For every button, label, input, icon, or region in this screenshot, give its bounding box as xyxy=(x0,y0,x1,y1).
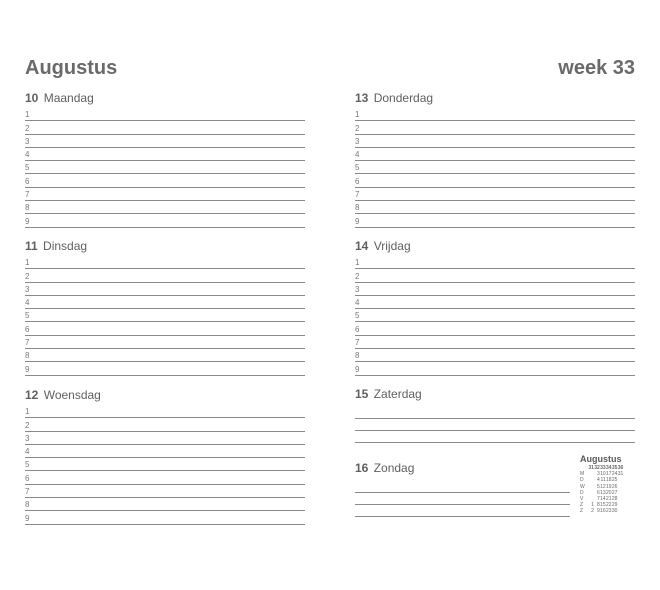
date-cell: 20 xyxy=(606,489,612,496)
day-name: Zaterdag xyxy=(373,387,422,401)
week-number: 34 xyxy=(606,465,612,471)
hour-number: 5 xyxy=(25,460,30,470)
note-line xyxy=(355,481,570,493)
hour-number: 6 xyxy=(355,324,360,334)
hour-slot xyxy=(355,309,635,322)
hour-number: 1 xyxy=(25,258,30,268)
hour-number: 2 xyxy=(355,123,360,133)
hour-number: 1 xyxy=(25,407,30,417)
hour-slot xyxy=(355,121,635,134)
date-cell: 2 xyxy=(591,508,594,515)
note-line xyxy=(355,431,635,443)
hour-number: 8 xyxy=(25,351,30,361)
day-number: 14 xyxy=(355,239,369,253)
date-cell: 21 xyxy=(606,495,612,502)
date-cell: 1 xyxy=(591,502,594,509)
hour-slot xyxy=(355,174,635,187)
day-block-monday xyxy=(25,91,305,228)
date-cell: 10 xyxy=(600,471,606,478)
weekday-letter: Z xyxy=(580,502,584,509)
hour-slots xyxy=(25,108,305,228)
hour-number: 5 xyxy=(355,163,360,173)
hour-slot xyxy=(25,362,305,375)
note-line xyxy=(355,505,570,517)
day-block-tuesday xyxy=(25,239,305,376)
hour-number: 7 xyxy=(25,338,30,348)
hour-slot xyxy=(25,405,305,418)
hour-number: 4 xyxy=(25,447,30,457)
date-cell: 9 xyxy=(597,508,600,515)
hour-slot xyxy=(25,418,305,431)
hour-slot xyxy=(25,309,305,322)
hour-slot xyxy=(355,349,635,362)
mini-calendar-title: Augustus xyxy=(580,454,622,464)
hour-slot xyxy=(25,485,305,498)
note-line xyxy=(355,407,635,419)
day-name: Vrijdag xyxy=(373,239,411,253)
hour-slots xyxy=(25,405,305,525)
weekday-letter: Z xyxy=(580,508,584,515)
weekday-letter: D xyxy=(580,477,584,484)
day-name: Donderdag xyxy=(373,91,434,105)
date-cell: 25 xyxy=(611,477,618,484)
hour-number: 7 xyxy=(355,338,360,348)
date-cell: 27 xyxy=(611,489,618,496)
day-number: 13 xyxy=(355,91,369,105)
week-label: week 33 xyxy=(558,57,635,79)
date-cell: 16 xyxy=(600,508,606,515)
hour-slot xyxy=(355,336,635,349)
hour-slot xyxy=(355,201,635,214)
day-block-saturday xyxy=(355,387,635,443)
hour-number: 8 xyxy=(355,203,360,213)
hour-number: 3 xyxy=(355,136,360,146)
hour-number: 9 xyxy=(355,364,360,374)
week-number: 33 xyxy=(600,465,606,471)
date-cell: 4 xyxy=(597,477,600,484)
hour-number: 3 xyxy=(25,136,30,146)
date-cell: 11 xyxy=(600,477,606,484)
hour-number: 7 xyxy=(25,487,30,497)
hour-number: 5 xyxy=(25,163,30,173)
date-cell: 3 xyxy=(597,471,600,478)
hour-slot xyxy=(355,322,635,335)
date-cell: 5 xyxy=(597,483,600,490)
hour-slot xyxy=(25,458,305,471)
day-block-sunday xyxy=(355,461,570,517)
day-heading xyxy=(25,388,305,402)
date-cell: 29 xyxy=(611,502,618,509)
hour-slot xyxy=(355,362,635,375)
hour-number: 8 xyxy=(25,203,30,213)
hour-number: 6 xyxy=(25,324,30,334)
hour-number: 4 xyxy=(355,298,360,308)
hour-number: 9 xyxy=(25,364,30,374)
hour-slot xyxy=(355,269,635,282)
week-number: 32 xyxy=(594,465,600,471)
hour-number: 9 xyxy=(25,216,30,226)
hour-number: 6 xyxy=(25,473,30,483)
hour-slot xyxy=(355,148,635,161)
day-heading xyxy=(355,91,635,105)
date-cell: 31 xyxy=(617,471,624,478)
hour-slots xyxy=(25,256,305,376)
date-cell: 28 xyxy=(611,495,618,502)
date-cell: 26 xyxy=(611,483,618,490)
hour-number: 4 xyxy=(25,150,30,160)
date-cell: 18 xyxy=(606,477,612,484)
hour-slot xyxy=(355,161,635,174)
hour-number: 5 xyxy=(355,311,360,321)
day-number: 15 xyxy=(355,387,369,401)
day-block-thursday xyxy=(355,91,635,228)
day-heading xyxy=(355,239,635,253)
date-cell: 14 xyxy=(600,495,606,502)
weekday-letter: W xyxy=(580,483,585,490)
date-cell: 15 xyxy=(600,502,606,509)
week-number: 35 xyxy=(611,465,618,471)
mini-calendar-days xyxy=(580,471,640,514)
hour-number: 5 xyxy=(25,311,30,321)
hour-slot xyxy=(355,256,635,269)
hour-slot xyxy=(25,296,305,309)
hour-slot xyxy=(25,471,305,484)
day-heading xyxy=(355,461,570,475)
hour-slot xyxy=(25,511,305,524)
hour-slots xyxy=(355,108,635,228)
note-lines xyxy=(355,481,570,517)
date-cell: 19 xyxy=(606,483,612,490)
date-cell: 7 xyxy=(597,495,600,502)
date-cell: 30 xyxy=(611,508,618,515)
date-cell: 17 xyxy=(606,471,612,478)
hour-slot xyxy=(25,121,305,134)
hour-slot xyxy=(25,269,305,282)
weekday-letter: M xyxy=(580,471,585,478)
date-cell: 8 xyxy=(597,502,600,509)
hour-number: 4 xyxy=(355,150,360,160)
hour-slot xyxy=(355,283,635,296)
hour-number: 3 xyxy=(25,284,30,294)
hour-number: 3 xyxy=(25,433,30,443)
week-number: 36 xyxy=(617,465,624,471)
hour-number: 9 xyxy=(25,513,30,523)
hour-slot xyxy=(25,283,305,296)
hour-slot xyxy=(25,432,305,445)
hour-number: 2 xyxy=(355,271,360,281)
day-name: Dinsdag xyxy=(43,239,88,253)
hour-slot xyxy=(25,445,305,458)
day-heading xyxy=(25,91,305,105)
hour-number: 1 xyxy=(355,258,360,268)
hour-slot xyxy=(355,188,635,201)
hour-number: 8 xyxy=(25,500,30,510)
date-cell: 23 xyxy=(606,508,612,515)
hour-slot xyxy=(25,214,305,227)
hour-number: 4 xyxy=(25,298,30,308)
date-cell xyxy=(617,508,623,514)
hour-slot xyxy=(355,296,635,309)
hour-slot xyxy=(25,336,305,349)
hour-number: 7 xyxy=(25,190,30,200)
week-number: 31 xyxy=(588,465,594,471)
date-cell: 6 xyxy=(597,489,600,496)
day-number: 10 xyxy=(25,91,39,105)
day-number: 16 xyxy=(355,461,369,475)
hour-number: 2 xyxy=(25,420,30,430)
hour-number: 1 xyxy=(25,110,30,120)
hour-number: 3 xyxy=(355,284,360,294)
note-line xyxy=(355,419,635,431)
date-cell: 12 xyxy=(600,483,606,490)
month-title: Augustus xyxy=(25,57,118,79)
hour-slot xyxy=(355,214,635,227)
hour-slot xyxy=(25,498,305,511)
weekday-letter: V xyxy=(580,495,584,502)
date-cell: 24 xyxy=(611,471,618,478)
mini-calendar-row xyxy=(580,508,640,514)
note-line xyxy=(355,493,570,505)
hour-slot xyxy=(25,161,305,174)
hour-number: 2 xyxy=(25,271,30,281)
hour-slot xyxy=(25,201,305,214)
day-heading xyxy=(355,387,635,401)
hour-number: 8 xyxy=(355,351,360,361)
hour-slot xyxy=(25,256,305,269)
day-number: 12 xyxy=(25,388,39,402)
hour-number: 7 xyxy=(355,190,360,200)
day-number: 11 xyxy=(25,239,38,253)
day-name: Zondag xyxy=(373,461,415,475)
hour-number: 6 xyxy=(25,176,30,186)
hour-slot xyxy=(25,174,305,187)
weekday-letter: D xyxy=(580,489,584,496)
hour-slot xyxy=(355,108,635,121)
hour-slots xyxy=(355,256,635,376)
hour-number: 2 xyxy=(25,123,30,133)
hour-number: 6 xyxy=(355,176,360,186)
date-cell: 13 xyxy=(600,489,606,496)
hour-slot xyxy=(25,108,305,121)
day-block-friday xyxy=(355,239,635,376)
hour-slot xyxy=(25,135,305,148)
day-name: Woensdag xyxy=(43,388,101,402)
day-block-wednesday xyxy=(25,388,305,525)
hour-slot xyxy=(25,322,305,335)
day-name: Maandag xyxy=(43,91,94,105)
hour-number: 9 xyxy=(355,216,360,226)
hour-slot xyxy=(25,148,305,161)
hour-slot xyxy=(355,135,635,148)
hour-slot xyxy=(25,349,305,362)
note-lines xyxy=(355,407,635,443)
mini-calendar xyxy=(580,454,640,515)
day-heading xyxy=(25,239,305,253)
hour-number: 1 xyxy=(355,110,360,120)
date-cell: 22 xyxy=(606,502,612,509)
hour-slot xyxy=(25,188,305,201)
